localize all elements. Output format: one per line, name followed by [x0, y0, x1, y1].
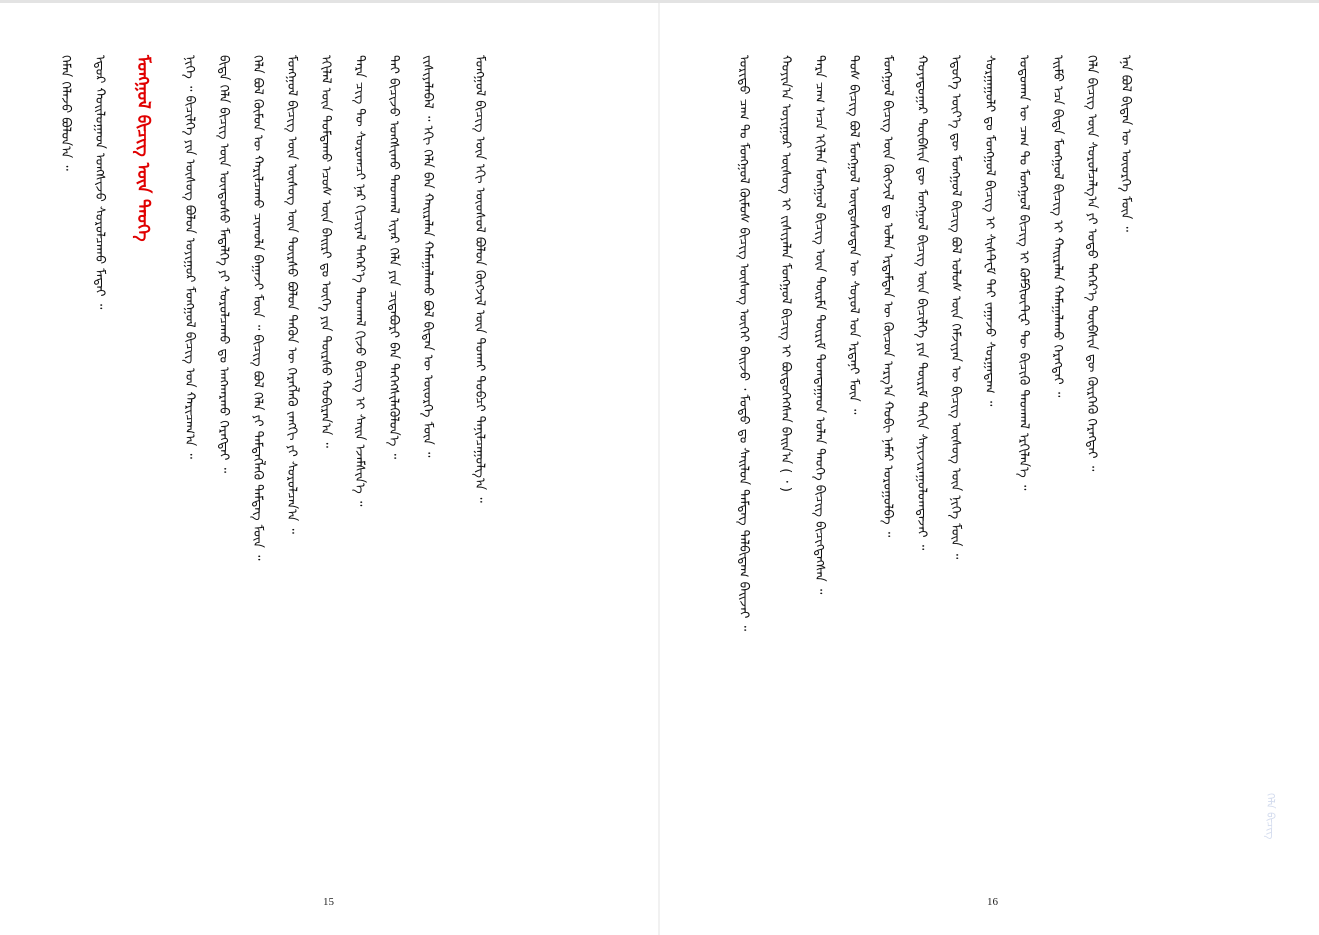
text-column: ᠰᠤᠷᠭᠠᠭᠤᠯᠢ ᠳᠤ ᠮᠣᠩᠭᠣᠯ ᠪᠢᠴᠢᠭ ᠢ ᠰᠢᠰᠲᠸᠮ ᠲᠡᠢ ᠵᠠᠭᠠᠵᠤ ᠰᠤᠷᠭᠠᠳᠠᠭ ᠃ — [982, 55, 997, 407]
text-column: ᠡᠳᠦᠷ ᠬᠣᠢᠯᠣᠭᠠᠳ ᠤᠩᠰᠢᠵᠤ ᠰᠤᠷᠤᠯᠴᠠᠬᠤ ᠮᠠᠲᠠᠢ ᠃ — [92, 55, 107, 310]
right-page — [660, 3, 1319, 935]
left-page — [0, 3, 659, 935]
text-column: ᠲᠡᠷᠡ ᠴᠢᠭ ᠲᠦ ᠰᠤᠷᠤᠭᠴᠢ ᠨᠠᠷ ᠬᠢᠴᠢᠶᠡᠯ ᠳᠡᠭᠡᠷ᠎ᠡ ᠳᠠᠳᠬᠠᠯ ᠬᠢᠵᠦ ᠪᠢᠴᠢᠭ ᠢ ᠰᠠᠢᠨ ᠡᠵᠡᠮᠰᠢᠨ᠎ᠡ ᠃ — [352, 55, 367, 507]
text-column: ᠲᠤᠰ ᠪᠢᠴᠢᠭ ᠪᠣᠯ ᠮᠣᠩᠭᠣᠯ ᠦᠨᠳᠦᠰᠦᠲᠡᠨ ᠦ ᠰᠣᠶᠣᠯ ᠤᠨ ᠡᠷᠳᠡᠨᠢ ᠮᠥᠨ ᠃ — [846, 55, 861, 415]
text-column: ᠪᠢᠳᠡ ᠬᠡᠯᠡ ᠪᠢᠴᠢᠭ ᠦᠨ ᠦᠨᠳᠦᠰᠦ ᠮᠡᠳᠡᠯᠭᠡ ᠶᠢ ᠰᠤᠷᠤᠯᠴᠠᠬᠤ ᠳᠤ ᠠᠩᠬᠠᠷᠬᠤ ᠬᠡᠷᠡᠭᠲᠡᠢ ᠃ — [216, 55, 231, 474]
text-column: ᠤᠷᠢᠳᠤ ᠴᠠᠭ ᠲᠤ ᠮᠣᠩᠭᠣᠯ ᠬᠦᠮᠦᠰ ᠪᠢᠴᠢᠭ ᠦᠰᠦᠭ ᠦᠭᠡᠢ ᠪᠠᠢᠵᠤ ᠂ ᠮᠣᠳᠣ ᠳᠤ ᠰᠡᠢᠯᠦᠨ ᠲᠡᠮᠳᠡᠭ ᠲᠠᠯᠪᠢᠳᠠᠭ ᠪᠠᠢᠵᠠᠢ ᠃ — [736, 55, 751, 632]
text-column: ᠬᠡᠮᠡᠨ ᠬᠡᠯᠡᠵᠦ ᠪᠣᠯᠣᠨ᠎ᠠ ᠃ — [58, 55, 73, 171]
text-column: ᠲᠡᠷᠡ ᠴᠠᠭ ᠠᠴᠠ ᠡᠬᠢᠯᠡᠨ ᠮᠣᠩᠭᠣᠯ ᠪᠢᠴᠢᠭ ᠦᠨ ᠳᠦᠷᠮᠡ ᠳᠦᠷᠢᠮ ᠲᠣᠭᠲᠠᠭᠠᠳ ᠣᠯᠠᠨ ᠲᠡᠦᠬᠡ ᠪᠢᠴᠢᠭ ᠪᠢᠴᠢᠭᠳᠡᠭᠰᠡᠨ ᠃ — [812, 55, 827, 595]
text-column: ᠬᠣᠶᠢᠨ᠎ᠠ ᠤᠶᠢᠭᠤᠷ ᠦᠰᠦᠭ ᠢ ᠵᠢᠱᠢᠶᠡᠯᠡᠨ ᠮᠣᠩᠭᠣᠯ ᠪᠢᠴᠢᠭ ᠢ ᠪᠦᠲᠦᠭᠡᠭᠰᠡᠨ ᠪᠠᠢᠨ᠎ᠠ ( ᠂ ) — [778, 55, 793, 492]
text-column: ᠨᠢᠭᠡ ᠃ ᠪᠢᠴᠢᠯᠭᠡ ᠶᠢᠨ ᠦᠰᠦᠭ ᠪᠣᠯᠣᠨ ᠤᠶᠢᠭᠤᠷ ᠮᠣᠩᠭᠣᠯ ᠪᠢᠴᠢᠭ ᠤᠨ ᠬᠠᠷᠢᠴᠠᠭ᠎ᠠ ᠃ — [182, 55, 197, 459]
page-number: 15 — [323, 896, 334, 908]
section-heading: ᠮᠣᠩᠭᠣᠯ ᠪᠢᠴᠢᠭ ᠦᠨ ᠲᠡᠦᠬᠡ — [133, 55, 153, 242]
text-column: ᠬᠡᠯᠡ ᠪᠢᠴᠢᠭ ᠦᠨ ᠰᠤᠷᠤᠯᠴᠠᠯᠭ᠎ᠠ ᠶᠢ ᠣᠳᠣ ᠳᠡᠭᠡᠷ᠎ᠡ ᠲᠦᠪᠰᠢᠨ ᠳᠦ ᠬᠦᠷᠭᠡᠬᠦ ᠬᠡᠷᠡᠭᠲᠡᠢ ᠃ — [1084, 55, 1099, 472]
text-column: ᠮᠣᠩᠭᠣᠯ ᠪᠢᠴᠢᠭ ᠦᠨ ᠡᠬᠢ ᠦᠦᠰᠦᠯ ᠪᠣᠯᠣᠨ ᠬᠥᠭᠵᠢᠯ ᠦᠨ ᠲᠤᠬᠠᠢ ᠲᠣᠪᠴᠢ ᠲᠠᠨᠢᠯᠴᠠᠭᠤᠯᠭ᠎ᠠ ᠃ — [472, 55, 487, 503]
text-column: ᠡᠬᠢᠯᠡᠯ ᠦᠨ ᠳᠤᠮᠳᠠᠬᠤ ᠡᠴᠦᠰ ᠦᠨ ᠪᠠᠢᠷᠢ ᠳᠤ ᠦᠭᠡ ᠶᠢᠨ ᠳᠦᠷᠰᠦ ᠬᠤᠪᠢᠷᠠᠨ᠎ᠠ ᠃ — [318, 55, 333, 448]
text-column: ᠮᠣᠩᠭᠣᠯ ᠪᠢᠴᠢᠭ ᠦᠨ ᠬᠥᠭᠵᠢᠯ ᠳᠤ ᠣᠯᠠᠨ ᠡᠷᠳᠡᠮᠲᠡᠨ ᠦ ᠬᠦᠴᠦᠨ ᠠᠷᠭ᠎ᠠ ᠬᠤᠪᠢ ᠨᠡᠮᠡᠷ ᠣᠷᠣᠭᠤᠯᠪᠠ ᠃ — [880, 55, 895, 538]
watermark-text: ᠬᠡᠯᠡ ᠪᠢᠴᠢᠭ — [1264, 793, 1277, 840]
text-column: ᠵᠢᠱᠢᠶᠡᠯᠡᠪᠡᠯ ᠃ ᠡᠬᠢ ᠬᠡᠯᠡ ᠪᠡᠨ ᠬᠠᠢᠷᠠᠯᠠᠨ ᠬᠠᠮᠠᠭᠠᠯᠠᠬᠤ ᠪᠣᠯ ᠪᠢᠳᠡᠨ ᠦ ᠦᠦᠷᠭᠡ ᠮᠥᠨ ᠃ — [420, 55, 435, 458]
text-column: ᠡᠨᠡ ᠪᠣᠯ ᠪᠢᠳᠡᠨ ᠦ ᠦᠦᠷᠭᠡ ᠮᠥᠨ ᠃ — [1118, 55, 1133, 232]
text-column: ᠲᠡᠢ ᠪᠢᠴᠢᠵᠦ ᠤᠩᠰᠢᠬᠤ ᠳᠠᠳᠬᠠᠯ ᠢᠶᠠᠷ ᠬᠡᠯᠡ ᠶᠢᠨ ᠴᠢᠳᠠᠪᠤᠷᠢ ᠪᠡᠨ ᠳᠡᠭᠡᠭᠰᠢᠯᠡᠭᠦᠯᠦᠨ᠎ᠡ ᠃ — [386, 55, 401, 460]
text-column: ᠣᠳᠣᠬᠠᠨ ᠦ ᠴᠠᠭ ᠲᠤ ᠮᠣᠩᠭᠣᠯ ᠪᠢᠴᠢᠭ ᠢ ᠺᠣᠮᠫᠢᠦ᠋ᠲ᠋ᠧᠷ ᠲᠦ ᠪᠢᠴᠢᠬᠦ ᠳᠠᠳᠬᠠᠯ ᠡᠷᠬᠢᠯᠡᠨ᠎ᠡ ᠃ — [1016, 55, 1031, 491]
text-column: ᠡᠳᠦᠭᠡ ᠦᠶ᠎ᠡ ᠳᠦ ᠮᠣᠩᠭᠣᠯ ᠪᠢᠴᠢᠭ ᠪᠣᠯ ᠤᠯᠤᠰ ᠦᠨ ᠬᠡᠮᠵᠢᠶᠡᠨ ᠦ ᠪᠢᠴᠢᠭ ᠦᠰᠦᠭ ᠦᠨ ᠨᠢᠭᠡ ᠮᠥᠨ ᠃ — [948, 55, 963, 560]
text-column: ᠡᠢᠮᠦ ᠡᠴᠡ ᠪᠢᠳᠡ ᠮᠣᠩᠭᠣᠯ ᠪᠢᠴᠢᠭ ᠢ ᠬᠠᠢᠷᠠᠯᠠᠨ ᠬᠠᠮᠠᠭᠠᠯᠠᠬᠤ ᠬᠡᠷᠡᠭᠲᠡᠢ ᠃ — [1050, 55, 1065, 398]
page-number: 16 — [987, 896, 998, 908]
text-column: ᠮᠣᠩᠭᠣᠯ ᠪᠢᠴᠢᠭ ᠦᠨ ᠦᠰᠦᠭ ᠦᠨ ᠳᠦᠷᠰᠦ ᠪᠣᠯᠣᠨ ᠲᠡᠭᠦᠨ ᠦ ᠬᠡᠷᠡᠭᠯᠡᠬᠦ ᠵᠠᠩᠭᠢ ᠶᠢ ᠰᠤᠷᠤᠯᠴᠠᠨ᠎ᠠ ᠃ — [284, 55, 299, 534]
text-column: ᠬᠣᠶᠠᠳᠤᠭᠠᠷ ᠲᠦᠪᠰᠢᠨ ᠳᠦ ᠮᠣᠩᠭᠣᠯ ᠪᠢᠴᠢᠭ ᠦᠨ ᠪᠢᠴᠢᠯᠭᠡ ᠶᠢᠨ ᠳᠦᠷᠢᠮ ᠳᠠᠬᠢᠨ ᠰᠠᠶᠢᠵᠢᠷᠠᠭᠤᠯᠤᠭᠳᠠᠵᠠᠢ ᠃ — [914, 55, 929, 551]
text-column: ᠬᠡᠯᠡ ᠪᠣᠯ ᠬᠦᠮᠦᠨ ᠦ ᠬᠠᠷᠢᠯᠴᠠᠬᠤ ᠴᠢᠬᠤᠯᠠ ᠪᠠᠭᠠᠵᠢ ᠮᠥᠨ ᠃ ᠪᠢᠴᠢᠭ ᠪᠣᠯ ᠬᠡᠯᠡ ᠶᠢ ᠲᠡᠮᠳᠡᠭᠯᠡᠬᠦ ᠲᠡᠮᠳᠡᠭ ᠮᠥᠨ ᠃ — [250, 55, 265, 561]
